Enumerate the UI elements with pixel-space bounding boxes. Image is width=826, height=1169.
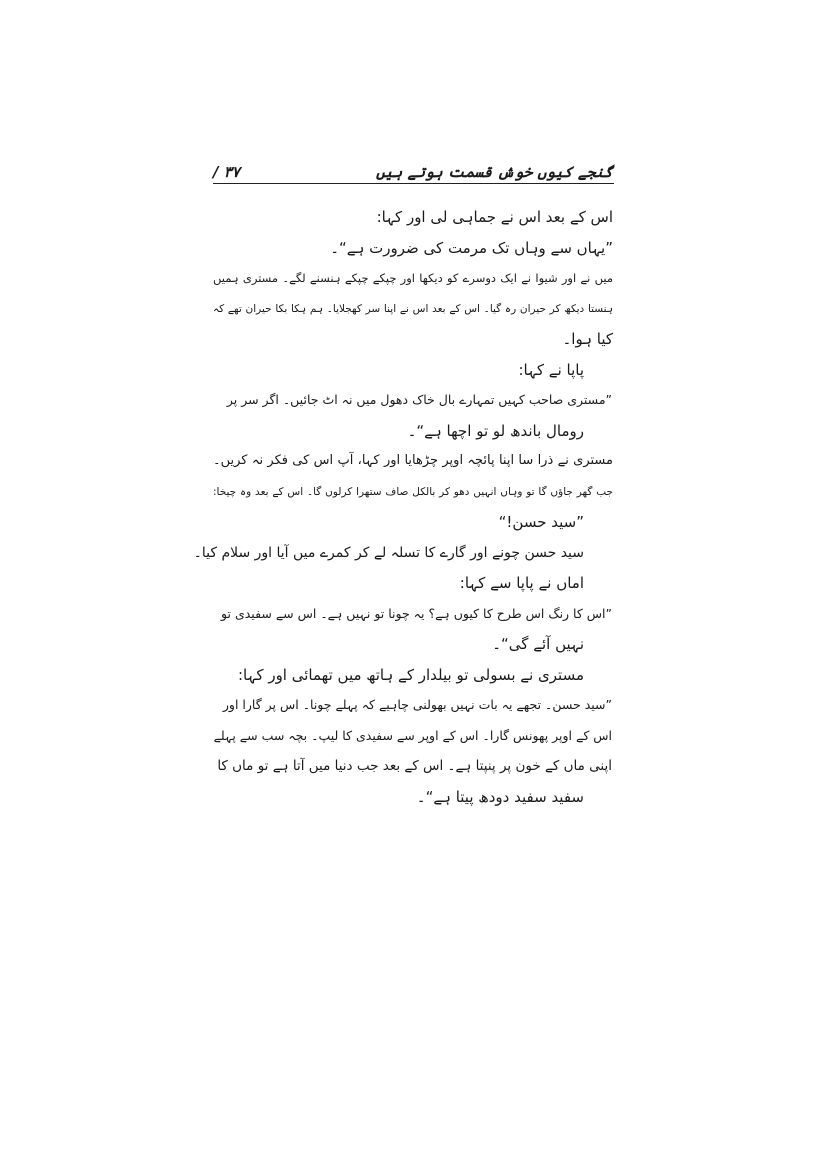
text-line: کیا ہوا۔	[562, 330, 613, 348]
text-line: سفید سفید دودھ پیتا ہے“۔	[416, 788, 584, 806]
text-line: جب گھر جاؤں گا تو وہاں انہیں دھو کر بالکل صاف ستھرا کرلوں گا۔ اس کے بعد وہ چیخا:	[213, 486, 613, 498]
chapter-title: گنجے کیوں خوش قسمت ہوتے ہیں	[375, 163, 613, 181]
text-line: سید حسن چونے اور گارے کا تسلہ لے کر کمرے میں آیا اور سلام کیا۔	[193, 545, 584, 561]
text-line: ”سید حسن!“	[498, 513, 584, 531]
text-line: مستری نے بسولی تو بیلدار کے ہاتھ میں تھمائی اور کہا:	[238, 666, 584, 684]
running-header	[213, 160, 613, 184]
text-line: ”یہاں سے وہاں تک مرمت کی ضرورت ہے“۔	[330, 239, 613, 257]
text-line: اس کے اوپر پھونس گارا۔ اس کے اوپر سے سفیدی کا لیپ۔ بچہ سب سے پہلے	[213, 728, 612, 743]
text-line: ”مستری صاحب کہیں تمہارے بال خاک دھول میں نہ اٹ جائیں۔ اگر سر پر	[226, 392, 612, 407]
text-line: مستری نے ذرا سا اپنا پائچہ اوپر چڑھایا اور کہا، آپ اس کی فکر نہ کریں۔	[213, 453, 613, 468]
text-line: اماں نے پاپا سے کہا:	[459, 574, 584, 592]
page-number: ۳۷ /	[213, 163, 240, 181]
text-line: پاپا نے کہا:	[518, 361, 584, 379]
text-line: اپنی ماں کے خون پر پنپتا ہے۔ اس کے بعد جب دنیا میں آتا ہے تو ماں کا	[217, 758, 612, 774]
text-line: رومال باندھ لو تو اچھا ہے“۔	[407, 422, 584, 440]
text-line: ”سید حسن۔ تجھے یہ بات نہیں بھولنی چاہیے کہ پہلے چونا۔ اس پر گارا اور	[222, 697, 612, 712]
text-line: نہیں آئے گی“۔	[492, 635, 584, 653]
text-line: ہنستا دیکھ کر حیران رہ گیا۔ اس کے بعد اس نے اپنا سر کھجلایا۔ ہم ہکا بکا حیران تھے کہ	[213, 303, 613, 315]
text-line: میں نے اور شیوا نے ایک دوسرے کو دیکھا اور چپکے چپکے ہنسنے لگے۔ مستری ہمیں	[213, 271, 613, 285]
text-line: ”اس کا رنگ اس طرح کا کیوں ہے؟ یہ چونا تو نہیں ہے۔ اس سے سفیدی تو	[221, 606, 612, 621]
text-line: اس کے بعد اس نے جماہی لی اور کہا:	[376, 208, 613, 226]
header-rule	[213, 183, 614, 184]
